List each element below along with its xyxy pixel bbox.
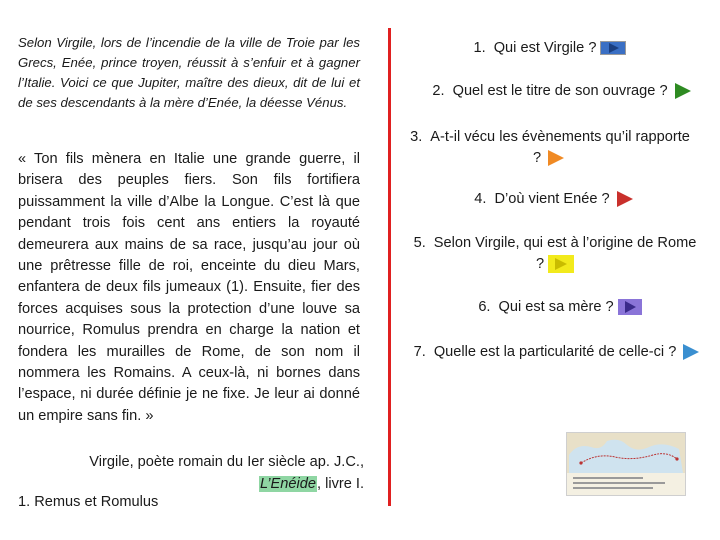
play-icon [617, 191, 633, 207]
question-text: Qui est Virgile ? [493, 40, 597, 56]
question-number: 6. [478, 299, 491, 315]
play-icon [675, 83, 691, 99]
question-3 [410, 127, 690, 169]
answer-button-6[interactable] [618, 299, 642, 315]
aeneas-journey-map-thumbnail[interactable] [566, 432, 686, 496]
question-text: Quelle est la particularité de celle-ci ? [433, 344, 677, 360]
jupiter-quote: « Ton fils mènera en Italie une grande guerre, il brisera des peuples fiers. Son fils fortifiera puissamment la ville d’Albe la Longue. C’est là que pendant trois fois cent ans entiers la royauté demeurera aux mains de sa race, jusqu’au jour où une prêtresse fille de roi, enceinte du dieu Mars, enfantera de deux fils jumeaux (1). Ensuite, fier des forces acquises sous la protection d’une louve sa nourrice, Romulus prendra en charge la nation et fondera les murailles de Rome, de son nom il nommera les Romains. A ceux-là, ni bornes dans l’espace, ni durée définie je ne fixe. Je leur ai donné un empire sans fin. » [18, 151, 360, 424]
question-7 [408, 342, 708, 363]
red-divider [388, 28, 391, 506]
answer-button-7[interactable] [680, 343, 702, 361]
question-2 [408, 81, 718, 102]
question-text: Quel est le titre de son ouvrage ? [452, 83, 668, 99]
play-icon [609, 43, 619, 53]
question-number: 2. [432, 83, 445, 99]
answer-button-1[interactable] [600, 41, 626, 55]
question-5 [410, 233, 700, 275]
question-number: 5. [413, 235, 426, 251]
play-icon [683, 344, 699, 360]
play-icon [548, 150, 564, 166]
intro-paragraph: Selon Virgile, lors de l’incendie de la ville de Troie par les Grecs, Enée, prince troyen, réussit à s’enfuir et à gagner l’Italie. Voici ce que Jupiter, maître des dieux, dit de lui et de ses descendants à la mère d’Enée, la déesse Vénus. [18, 35, 360, 110]
question-number: 3. [410, 129, 423, 145]
answer-button-2[interactable] [672, 81, 694, 101]
question-1 [420, 38, 680, 59]
question-number: 7. [413, 344, 426, 360]
play-icon [555, 258, 567, 270]
answer-button-5[interactable] [548, 255, 574, 273]
footnote: 1. Remus et Romulus [18, 494, 159, 510]
answer-button-4[interactable] [614, 190, 636, 208]
play-icon [625, 301, 636, 313]
question-text: D’où vient Enée ? [494, 191, 610, 207]
answer-button-3[interactable] [545, 149, 567, 167]
work-title: L’Enéide [259, 476, 316, 492]
question-text: Qui est sa mère ? [498, 299, 614, 315]
book-ref: , livre I. [316, 476, 364, 492]
question-number: 1. [473, 40, 486, 56]
question-number: 4. [474, 191, 487, 207]
question-text: Selon Virgile, qui est à l’origine de Rome ? [433, 235, 697, 272]
question-6 [420, 297, 700, 318]
question-text: A-t-il vécu les évènements qu’il rapporte ? [430, 129, 690, 166]
map-icon [567, 433, 685, 495]
question-4 [420, 189, 690, 210]
attribution-line: Virgile, poète romain du Ier siècle ap. J.C., [89, 454, 364, 470]
work-line [18, 474, 364, 495]
